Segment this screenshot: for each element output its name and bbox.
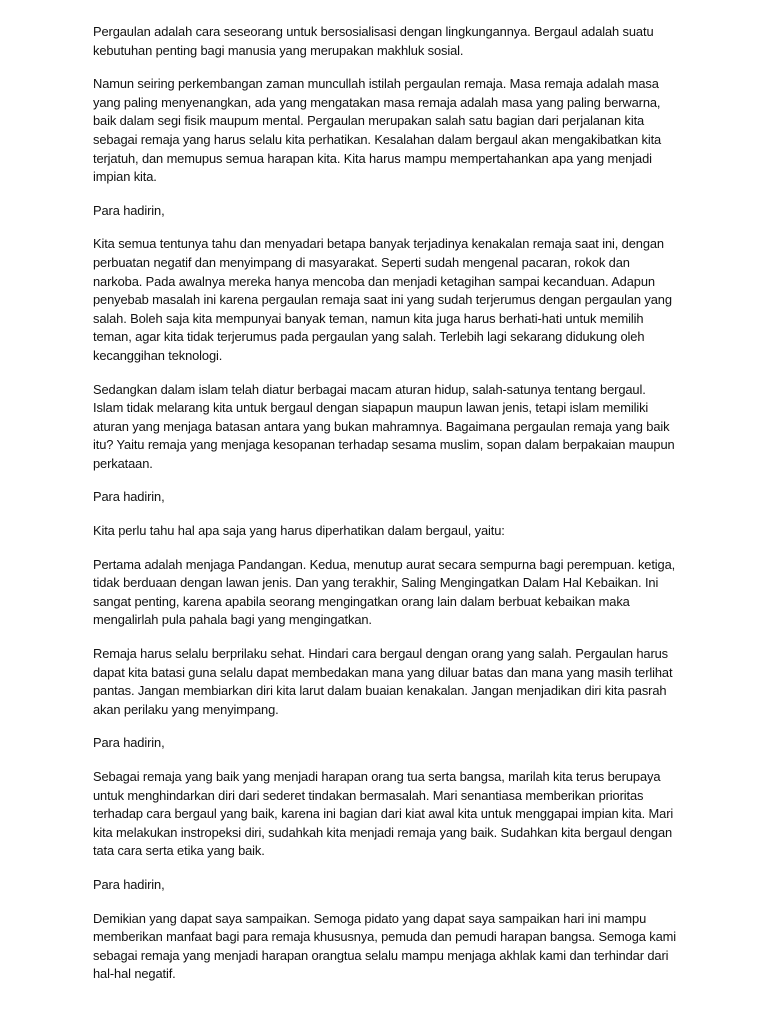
paragraph-8: Sebagai remaja yang baik yang menjadi harapan orang tua serta bangsa, marilah kita terus berupaya untuk menghindarkan diri dari sederet tindakan bermasalah. Mari senantiasa memberikan prioritas terhadap cara bergaul yang baik, karena ini bagian dari kiat awal kita untuk menggapai impian kita. Mari kita melakukan instropeksi diri, sudahkah kita menjadi remaja yang baik. Sudahkan kita bergaul dengan tata cara serta etika yang baik.: [93, 769, 674, 859]
paragraph-9: Demikian yang dapat saya sampaikan. Semoga pidato yang dapat saya sampaikan hari ini mampu memberikan manfaat bagi para remaja khususnya, pemuda dan pemudi harapan bangsa. Semoga kami sebagai remaja yang menjadi harapan orangtua selalu mampu menjaga akhlak kami dan terhindar dari hal-hal negatif.: [93, 910, 676, 982]
paragraph-5: Kita perlu tahu hal apa saja yang harus diperhatikan dalam bergaul, yaitu:: [93, 523, 505, 539]
paragraph-3: Kita semua tentunya tahu dan menyadari betapa banyak terjadinya kenakalan remaja saat ini, dengan perbuatan negatif dan menyimpang di masyarakat. Seperti sudah mengenal pacaran, rokok dan narkoba. Pada awalnya mereka hanya mencoba dan menjadi ketagihan sampai kecanduan. Adapun penyebab masalah ini karena pergaulan remaja saat ini yang sudah terjerumus dengan pergaulan yang salah. Boleh saja kita mempunyai banyak teman, namun kita juga harus berhati-hati untuk memilih teman, agar kita tidak terjerumus pada pergaulan yang salah. Terlebih lagi sekarang didukung oleh kecanggihan teknologi.: [93, 236, 672, 363]
greeting-3: Para hadirin,: [93, 735, 165, 751]
paragraph-4: Sedangkan dalam islam telah diatur berbagai macam aturan hidup, salah-satunya tentang bergaul. Islam tidak melarang kita untuk bergaul dengan siapapun maupun lawan jenis, tetapi islam memiliki aturan yang menjaga batasan antara yang bukan mahramnya. Bagaimana pergaulan remaja yang baik itu? Yaitu remaja yang menjaga kesopanan terhadap sesama muslim, sopan dalam berpakaian maupun perkataan.: [93, 381, 675, 471]
greeting-1: Para hadirin,: [93, 202, 165, 218]
speech-text: [93, 23, 678, 999]
paragraph-6: Pertama adalah menjaga Pandangan. Kedua, menutup aurat secara sempurna bagi perempuan. ketiga, tidak berduaan dengan lawan jenis. Dan yang terakhir, Saling Mengingatkan Dalam Hal Kebaikan. Ini sangat penting, karena apabila seorang mengingatkan orang lain dalam berbuat kebaikan maka mengalirlah pula pahala bagi yang mengingatkan.: [93, 556, 676, 628]
paragraph-7: Remaja harus selalu berprilaku sehat. Hindari cara bergaul dengan orang yang salah. Pergaulan harus dapat kita batasi guna selalu dapat membedakan mana yang diluar batas dan mana yang masih terlihat pantas. Jangan membiarkan diri kita larut dalam buaian kenakalan. Jangan menjadikan diri kita pasrah akan perilaku yang menyimpang.: [93, 646, 673, 717]
paragraph-1: Pergaulan adalah cara seseorang untuk bersosialisasi dengan lingkungannya. Bergaul adalah suatu kebutuhan penting bagi manusia yang merupakan makhluk sosial.: [93, 24, 654, 58]
greeting-4: Para hadirin,: [93, 876, 165, 892]
paragraph-2: Namun seiring perkembangan zaman muncullah istilah pergaulan remaja. Masa remaja adalah masa yang paling menyenangkan, ada yang mengatakan masa remaja adalah masa yang paling berwarna, baik dalam segi fisik maupum mental. Pergaulan merupakan salah satu bagian dari perjalanan kita sebagai remaja yang harus selalu kita perhatikan. Kesalahan dalam bergaul akan mengakibatkan kita terjatuh, dan memupus semua harapan kita. Kita harus mampu mempertahankan apa yang menjadi impian kita.: [93, 76, 662, 185]
greeting-2: Para hadirin,: [93, 489, 165, 505]
